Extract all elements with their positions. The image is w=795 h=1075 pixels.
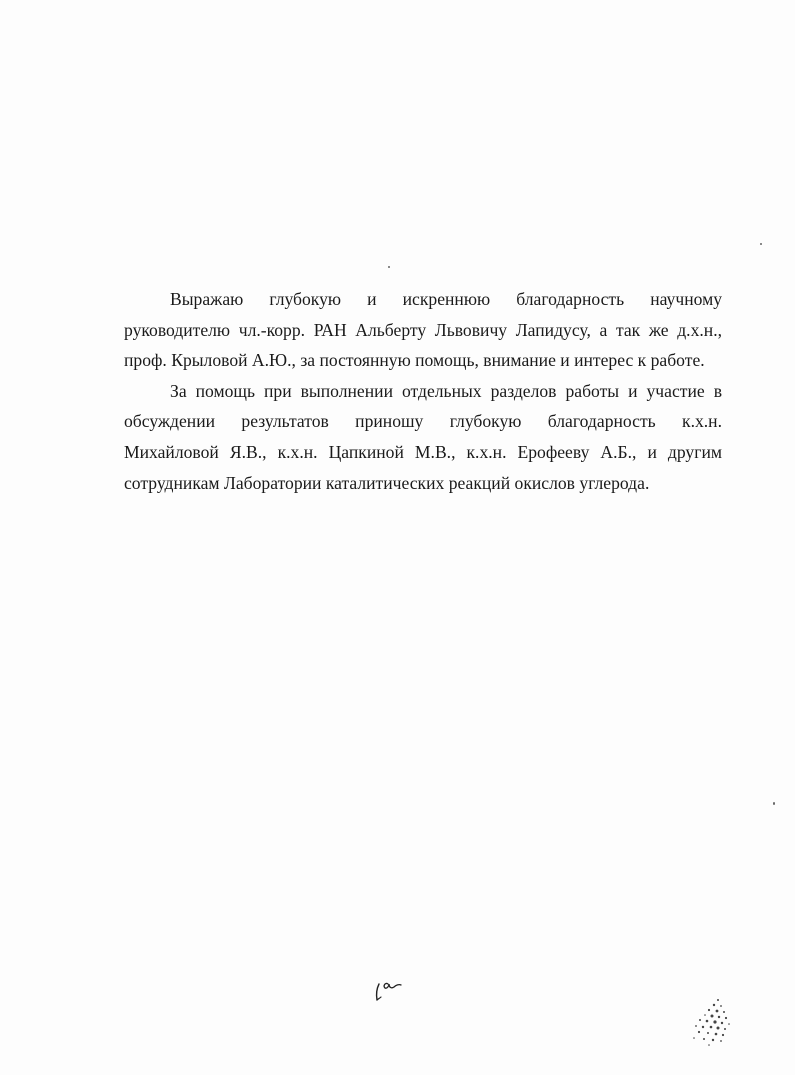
paragraph-line: обсуждении результатов приношу глубокую благодарность к.х.н. — [124, 411, 722, 432]
paragraph-2 — [124, 376, 722, 498]
paragraph-line: За помощь при выполнении отдельных разделов работы и участие в — [170, 380, 722, 401]
scan-speck — [773, 802, 775, 805]
paragraph-1 — [124, 284, 722, 376]
handwritten-page-number — [372, 978, 404, 1004]
scan-speck — [388, 266, 390, 268]
scan-speck — [760, 243, 762, 245]
stamp-residue-icon — [688, 996, 734, 1048]
paragraph-line: Михайловой Я.В., к.х.н. Цапкиной М.В., к.х.н. Ерофееву А.Б., и другим — [124, 441, 722, 462]
paragraph-line: сотрудникам Лаборатории каталитических реакций окислов углерода. — [124, 472, 650, 493]
acknowledgements-text — [124, 284, 722, 498]
paragraph-line: Выражаю глубокую и искреннюю благодарность научному — [170, 289, 722, 309]
paragraph-line: руководителю чл.-корр. РАН Альберту Львовичу Лапидусу, а так же д.х.н., — [124, 319, 722, 340]
paragraph-line: проф. Крыловой А.Ю., за постоянную помощь, внимание и интерес к работе. — [124, 350, 705, 371]
